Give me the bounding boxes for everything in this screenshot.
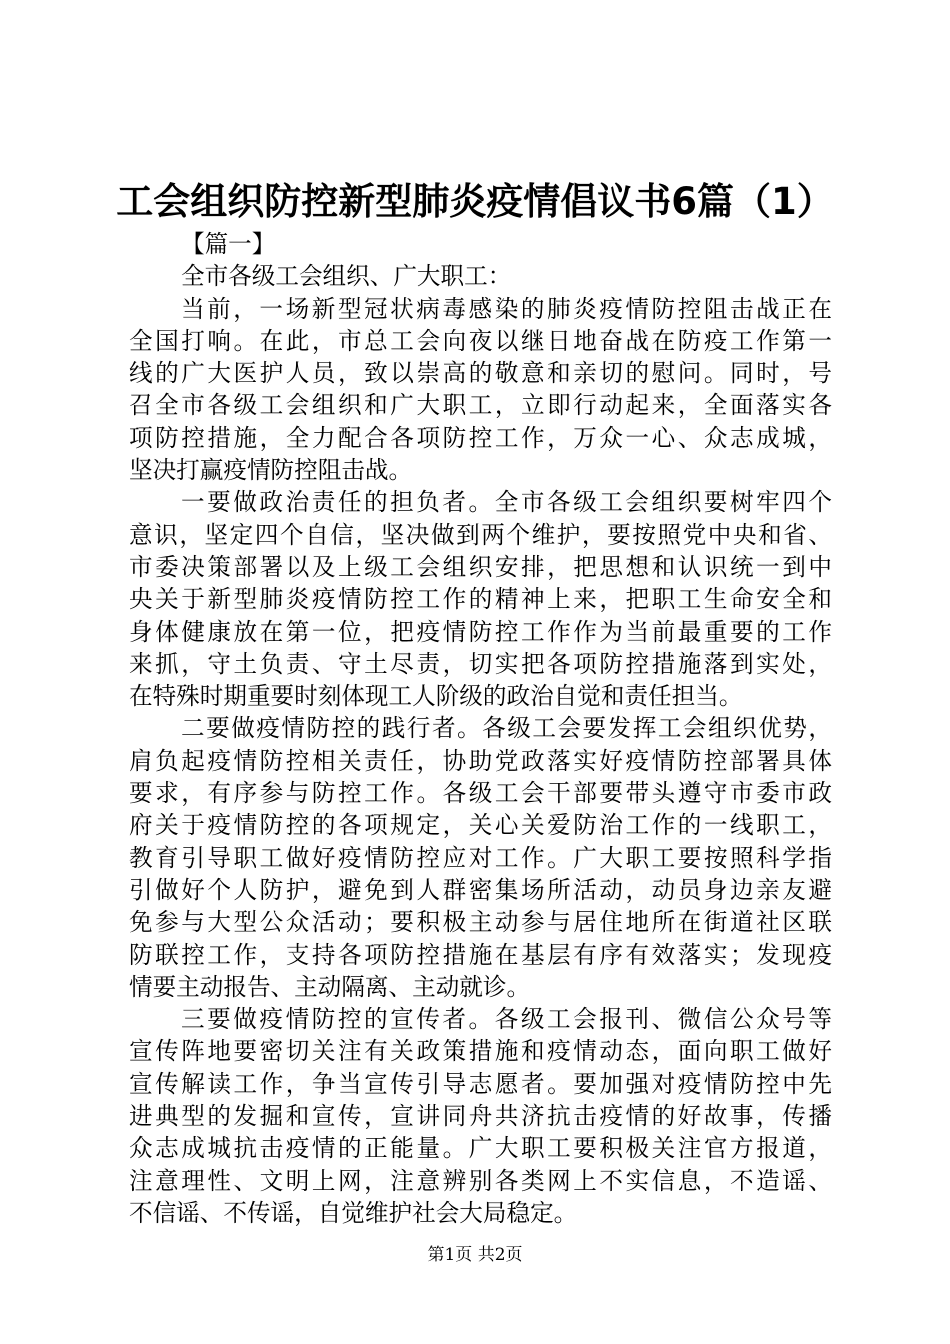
text-line: 全市各级工会组织、广大职工： bbox=[181, 262, 512, 291]
text-line: 项防控措施，全力配合各项防控工作，万众一心、众志成城， bbox=[129, 423, 832, 452]
text-line: 宣传解读工作，争当宣传引导志愿者。要加强对疫情防控中先 bbox=[129, 1069, 832, 1098]
text-line: 进典型的发掘和宣传，宣讲同舟共济抗击疫情的好故事，传播 bbox=[129, 1102, 832, 1131]
text-line: 央关于新型肺炎疫情防控工作的精神上来，把职工生命安全和 bbox=[129, 585, 832, 614]
text-line: 线的广大医护人员，致以崇高的敬意和亲切的慰问。同时，号 bbox=[129, 359, 832, 388]
text-line: 情要主动报告、主动隔离、主动就诊。 bbox=[129, 972, 531, 1001]
text-line: 注意理性、文明上网，注意辨别各类网上不实信息，不造谣、 bbox=[129, 1166, 832, 1195]
text-line: 府关于疫情防控的各项规定，关心关爱防治工作的一线职工， bbox=[129, 811, 832, 840]
text-line: 来抓，守土负责、守土尽责，切实把各项防控措施落到实处， bbox=[129, 649, 832, 678]
text-line: 三要做疫情防控的宣传者。各级工会报刊、微信公众号等 bbox=[181, 1005, 832, 1034]
text-line: 意识，坚定四个自信，坚决做到两个维护，要按照党中央和省、 bbox=[129, 520, 832, 549]
text-line: 一要做政治责任的担负者。全市各级工会组织要树牢四个 bbox=[181, 488, 832, 517]
text-line: 当前，一场新型冠状病毒感染的肺炎疫情防控阻击战正在 bbox=[181, 294, 832, 323]
text-line: 全国打响。在此，市总工会向夜以继日地奋战在防疫工作第一 bbox=[129, 326, 832, 355]
text-line: 【篇一】 bbox=[181, 230, 276, 258]
text-line: 二要做疫情防控的践行者。各级工会要发挥工会组织优势， bbox=[181, 714, 832, 743]
document-title: 工会组织防控新型肺炎疫情倡议书6篇（1） bbox=[116, 180, 834, 223]
page-footer: 第1页 共2页 bbox=[427, 1245, 523, 1265]
text-line: 市委决策部署以及上级工会组织安排，把思想和认识统一到中 bbox=[129, 552, 832, 581]
text-line: 不信谣、不传谣，自觉维护社会大局稳定。 bbox=[129, 1198, 578, 1227]
text-line: 身体健康放在第一位，把疫情防控工作作为当前最重要的工作 bbox=[129, 617, 832, 646]
text-line: 肩负起疫情防控相关责任，协助党政落实好疫情防控部署具体 bbox=[129, 746, 832, 775]
document-body bbox=[129, 228, 832, 1229]
text-line: 召全市各级工会组织和广大职工，立即行动起来，全面落实各 bbox=[129, 391, 832, 420]
text-line: 教育引导职工做好疫情防控应对工作。广大职工要按照科学指 bbox=[129, 843, 832, 872]
text-line: 在特殊时期重要时刻体现工人阶级的政治自觉和责任担当。 bbox=[129, 682, 743, 711]
text-line: 宣传阵地要密切关注有关政策措施和疫情动态，面向职工做好 bbox=[129, 1037, 832, 1066]
text-line: 免参与大型公众活动；要积极主动参与居住地所在街道社区联 bbox=[129, 908, 832, 937]
text-line: 坚决打赢疫情防控阻击战。 bbox=[129, 456, 413, 485]
text-line: 要求，有序参与防控工作。各级工会干部要带头遵守市委市政 bbox=[129, 779, 832, 808]
text-line: 引做好个人防护，避免到人群密集场所活动，动员身边亲友避 bbox=[129, 875, 832, 904]
text-line: 众志成城抗击疫情的正能量。广大职工要积极关注官方报道， bbox=[129, 1134, 832, 1163]
text-line: 防联控工作，支持各项防控措施在基层有序有效落实；发现疫 bbox=[129, 940, 832, 969]
